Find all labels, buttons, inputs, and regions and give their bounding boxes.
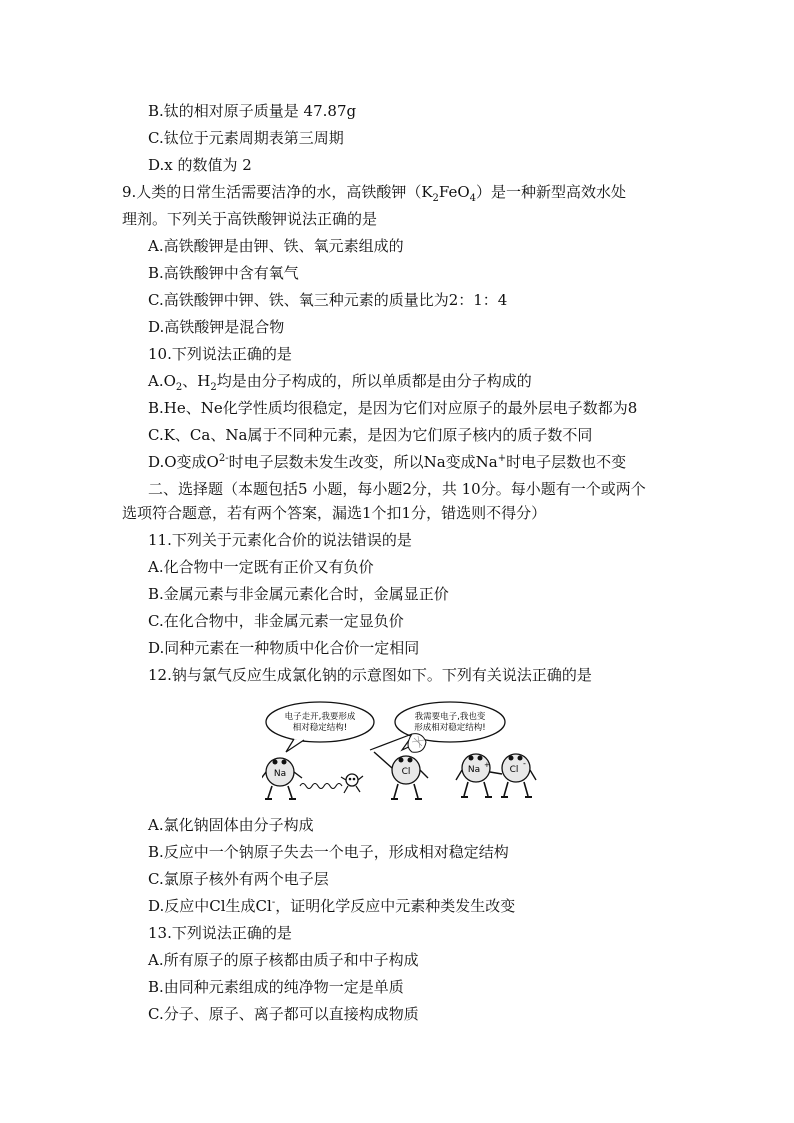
q10-option-c: C.K、Ca、Na属于不同种元素，是因为它们原子核内的质子数不同 (148, 426, 593, 444)
q11-option-c: C.在化合物中，非金属元素一定显负价 (148, 612, 404, 630)
q9-option-a: A.高铁酸钾是由钾、铁、氧元素组成的 (148, 237, 404, 255)
q9-option-b: B.高铁酸钾中含有氧气 (148, 264, 299, 282)
sodium-ion-charge: + (484, 761, 490, 769)
bubble-left-line1: 电子走开,我要形成 (284, 712, 356, 722)
bubble-right-line1: 我需要电子,我也变 (414, 712, 486, 722)
q12-option-b: B.反应中一个钠原子失去一个电子，形成相对稳定结构 (148, 843, 509, 861)
bubble-left-line2: 相对稳定结构! (292, 723, 348, 733)
sodium-chlorine-reaction-illustration (262, 700, 538, 806)
q8-option-d: D.x 的数值为 2 (148, 156, 252, 174)
section-2-heading: 二、选择题（本题包括5 小题，每小题2分，共 10分。每小题有一个或两个 (148, 480, 646, 498)
q11-option-b: B.金属元素与非金属元素化合时，金属显正价 (148, 585, 449, 603)
section-2-heading-continued: 选项符合题意，若有两个答案，漏选1个扣1分，错选则不得分） (122, 504, 547, 522)
q10-stem: 10.下列说法正确的是 (148, 345, 292, 363)
chlorine-atom-character (370, 734, 428, 799)
q10-option-a: $A.O_2$、$H_2$均是由分子构成的，所以单质都是由分子构成的 (148, 372, 532, 393)
q12-option-a: A.氯化钠固体由分子构成 (148, 816, 314, 834)
q11-option-d: D.同种元素在一种物质中化合价一定相同 (148, 639, 420, 657)
q13-stem: 13.下列说法正确的是 (148, 924, 292, 942)
chloride-ion-label: Cl (509, 765, 519, 775)
q12-option-c: C.氯原子核外有两个电子层 (148, 870, 329, 888)
q13-option-c: C.分子、原子、离子都可以直接构成物质 (148, 1005, 419, 1023)
q11-option-a: A.化合物中一定既有正价又有负价 (148, 558, 374, 576)
sodium-label: Na (273, 769, 287, 779)
q12-option-d: D.反应中Cl生成Cl-，证明化学反应中元素种类发生改变 (148, 897, 516, 915)
electron-character (341, 774, 363, 793)
chlorine-label: Cl (401, 767, 411, 777)
q9-stem: 9.人类的日常生活需要洁净的水，高铁酸钾$(K_2FeO_4)$是一种新型高效水处 (122, 183, 627, 204)
sodium-ion-character (456, 754, 492, 797)
sodium-atom-character (262, 758, 302, 799)
q8-option-c: C.钛位于元素周期表第三周期 (148, 129, 344, 147)
q10-option-d: D.O变成$O^{2-}$时电子层数未发生改变，所以Na变成Na+时电子层数也不变 (148, 453, 627, 471)
chloride-ion-character (490, 754, 536, 797)
q9-option-c: C.高铁酸钾中钾、铁、氧三种元素的质量比为2：1：4 (148, 291, 508, 309)
q11-stem: 11.下列关于元素化合价的说法错误的是 (148, 531, 412, 549)
bubble-right-line2: 形成相对稳定结构! (414, 723, 486, 733)
q13-option-b: B.由同种元素组成的纯净物一定是单质 (148, 978, 404, 996)
electron-spring (300, 784, 342, 789)
q8-option-b: B.钛的相对原子质量是 47.87g (148, 102, 357, 120)
q13-option-a: A.所有原子的原子核都由质子和中子构成 (148, 951, 419, 969)
q12-stem: 12.钠与氯气反应生成氯化钠的示意图如下。下列有关说法正确的是 (148, 666, 592, 684)
q10-option-b: B.He、Ne化学性质均很稳定，是因为它们对应原子的最外层电子数都为8 (148, 399, 638, 417)
sodium-ion-label: Na (467, 765, 481, 775)
chloride-ion-charge: - (523, 759, 526, 768)
q9-stem-continued: 理剂。下列关于高铁酸钾说法正确的是 (122, 210, 378, 228)
q9-option-d: D.高铁酸钾是混合物 (148, 318, 285, 336)
speech-bubble-left (266, 702, 374, 752)
